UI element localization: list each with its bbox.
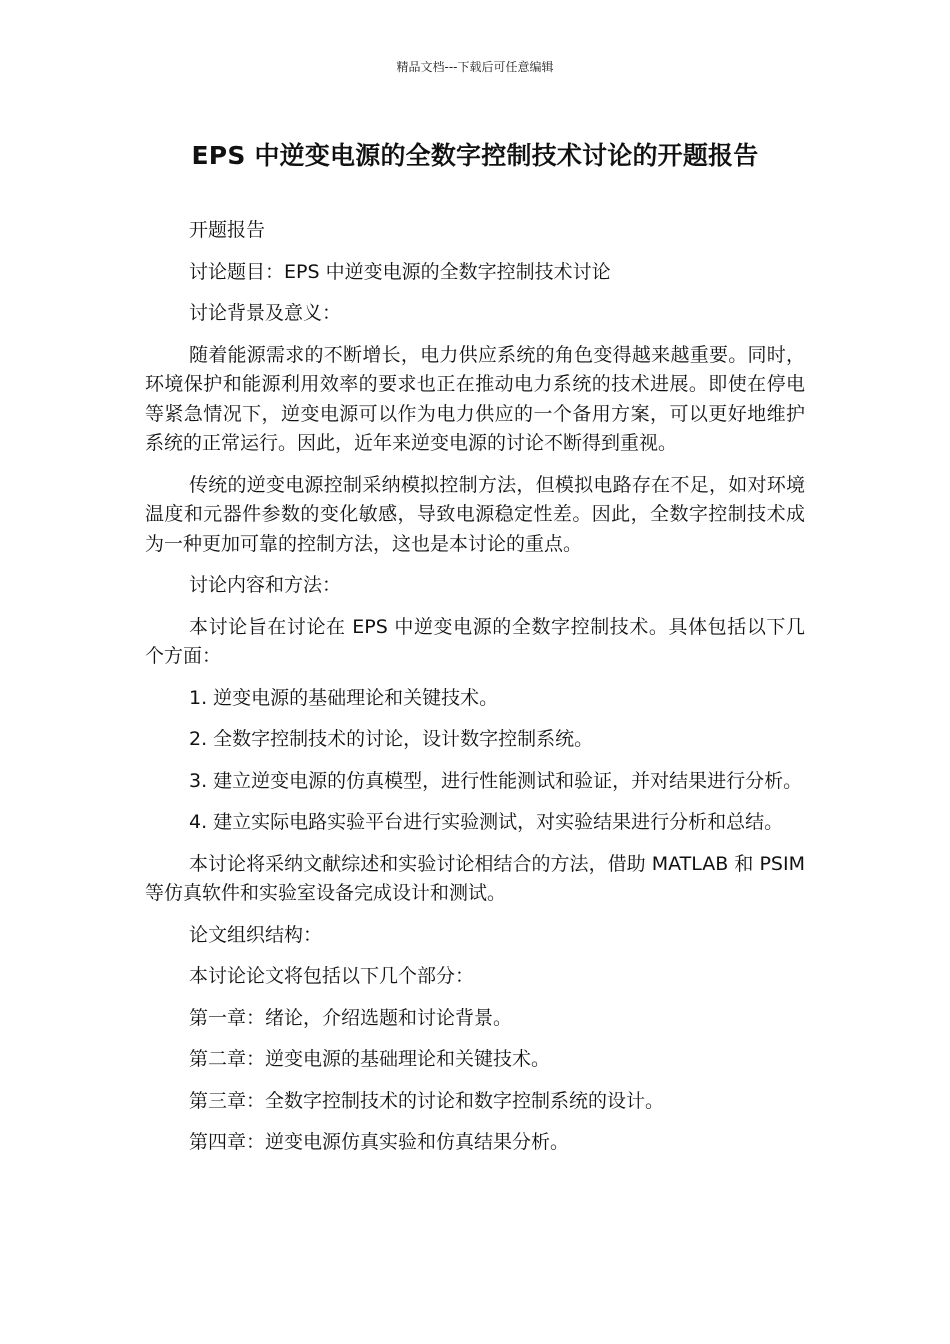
chapter-3: 第三章：全数字控制技术的讨论和数字控制系统的设计。 [189,1089,665,1112]
list-item-3: 3. 建立逆变电源的仿真模型，进行性能测试和验证，并对结果进行分析。 [189,769,803,792]
paragraph-background-1: 随着能源需求的不断增长，电力供应系统的角色变得越来越重要。同时，环境保护和能源利用效率的要求也正在推动电力系统的技术进展。即使在停电等紧急情况下，逆变电源可以作为电力供应的一个备用方案，可以更好地维护系统的正常运行。因此，近年来逆变电源的讨论不断得到重视。 [145,343,805,454]
header-note: 精品文档---下载后可任意编辑 [396,60,554,74]
list-item-1: 1. 逆变电源的基础理论和关键技术。 [189,686,499,709]
chapter-4: 第四章：逆变电源仿真实验和仿真结果分析。 [189,1131,570,1153]
list-item-4: 4. 建立实际电路实验平台进行实验测试，对实验结果进行分析和总结。 [189,811,784,833]
paragraph-report-label: 开题报告 [189,219,266,241]
document-title: EPS 中逆变电源的全数字控制技术讨论的开题报告 [191,141,759,170]
heading-content-method: 讨论内容和方法： [189,574,342,596]
document-body [145,216,805,1170]
paragraph-background-2: 传统的逆变电源控制采纳模拟控制方法，但模拟电路存在不足，如对环境温度和元器件参数的变化敏感，导致电源稳定性差。因此，全数字控制技术成为一种更加可靠的控制方法，这也是本讨论的重点。 [145,473,805,555]
list-item-2: 2. 全数字控制技术的讨论，设计数字控制系统。 [189,728,594,750]
paragraph-content-intro: 本讨论旨在讨论在 EPS 中逆变电源的全数字控制技术。具体包括以下几个方面： [145,615,805,667]
paragraph-method: 本讨论将采纳文献综述和实验讨论相结合的方法，借助 MATLAB 和 PSIM 等仿真软件和实验室设备完成设计和测试。 [145,852,805,904]
heading-background: 讨论背景及意义： [189,302,342,324]
chapter-1: 第一章：绪论，介绍选题和讨论背景。 [189,1006,513,1029]
heading-structure: 论文组织结构： [189,923,323,946]
paragraph-structure-intro: 本讨论论文将包括以下几个部分： [189,965,475,987]
paragraph-topic: 讨论题目：EPS 中逆变电源的全数字控制技术讨论 [189,260,611,283]
chapter-2: 第二章：逆变电源的基础理论和关键技术。 [189,1048,551,1070]
